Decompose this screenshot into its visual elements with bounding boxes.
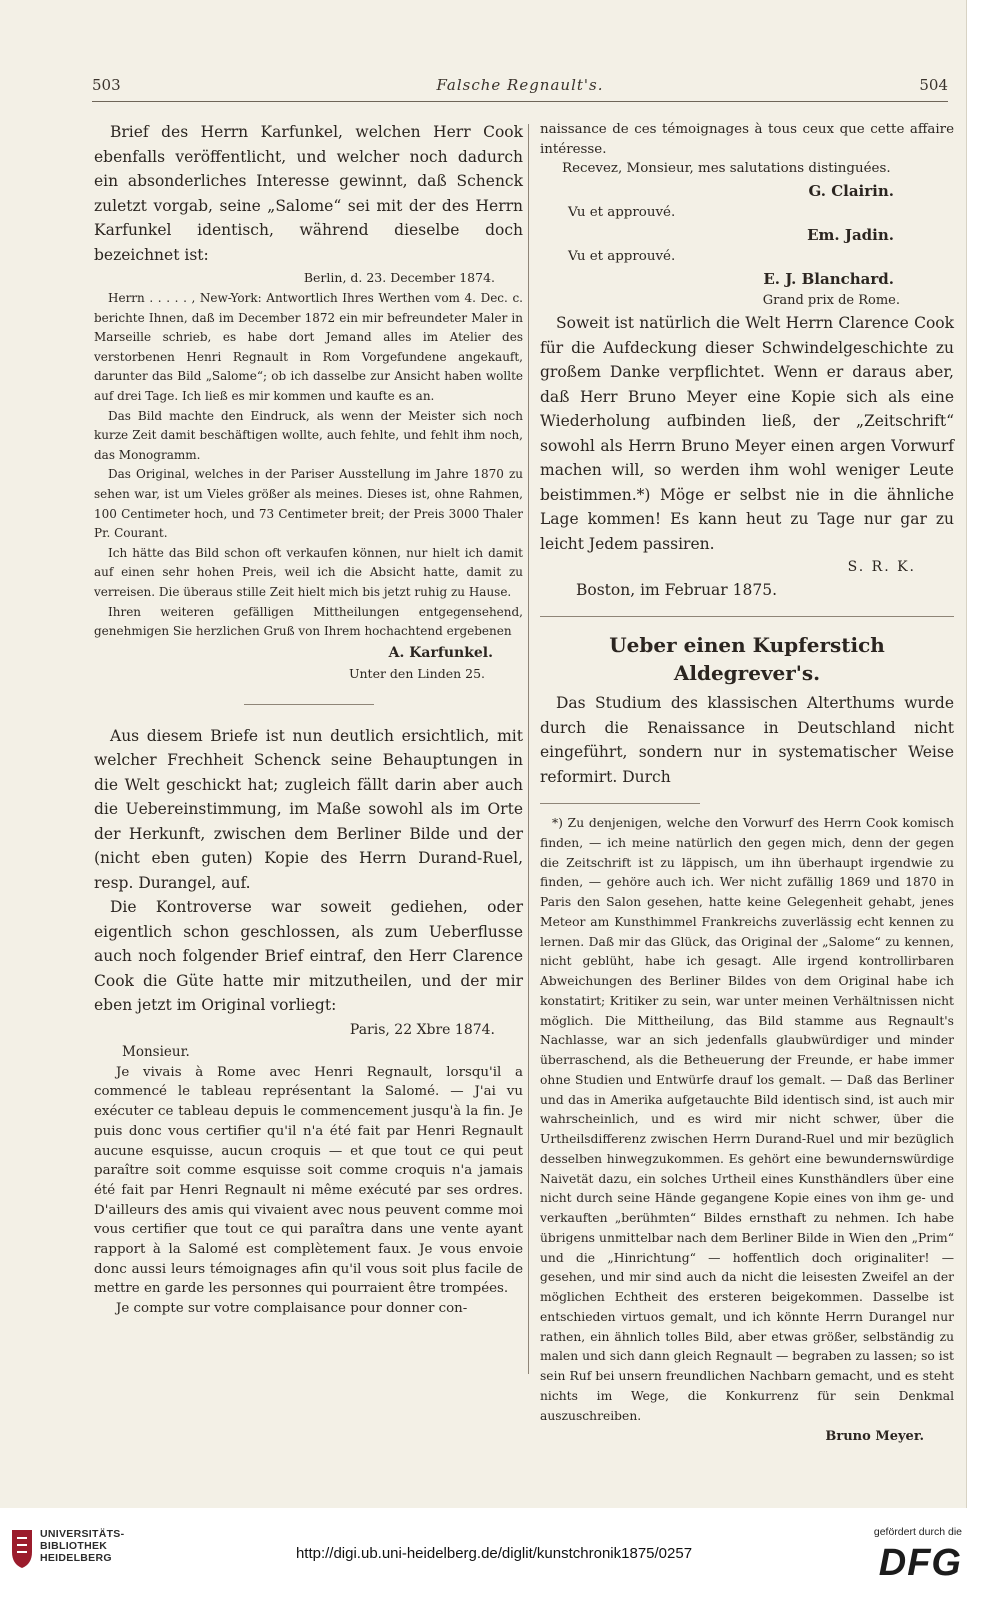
french-letter-regards: Recevez, Monsieur, mes salutations distinguées. — [562, 161, 891, 177]
article-title: Ueber einen Kupferstich Aldegrever's. — [609, 633, 885, 686]
running-title: Falsche Regnault's. — [436, 76, 604, 94]
right-column — [540, 120, 954, 1445]
section-rule — [244, 704, 374, 705]
signature-blanchard: E. J. Blanchard. — [763, 270, 894, 289]
french-letter-continuation: naissance de ces témoignages à tous ceux que cette affaire intéresse. — [540, 122, 954, 157]
letter-address: Unter den Linden 25. — [348, 665, 485, 681]
letter-paragraph: Herrn . . . . . , New-York: Antwortlich Ihres Werthen vom 4. Dec. c. berichte Ihnen, daß im December 1872 ein mir befreundeter Maler in Marseille schrieb, es habe dort Jemand alles im Atelier des verstorbenen Henri Regnault in Rom Vorgefundene angekauft, darunter das Bild „Salome“; ob ich dasselbe zur Ansicht haben wollte auf drei Tage. Ich ließ es mir kommen und kaufte es an. — [94, 291, 523, 403]
french-letter-paragraph: Je vivais à Rome avec Henri Regnault, lorsqu'il a commencé le tableau représentant la Salomé. — J'ai vu exécuter ce tableau depuis le commencement jusqu'à la fin. Je puis donc vous certifier qu'il n'a été fait par Henri Regnault aucune esquisse, aucun croquis — et que tout ce qui peut paraître soit comme esquisse soit comme croquis n'a jamais été fait par Henri Regnault ni même exécuté par ses ordres. D'ailleurs des amis qui vivaient avec nous peuvent comme moi vous certifier que tout ce qui paraîtra dans une vente ayant rapport à la Salomé est complètement faux. Je vous envoie donc aussi leurs témoignages afin qu'il vous soit plus facile de mettre en garde les personnes qui pourraient être trompées. — [94, 1064, 523, 1297]
article-paragraph: Das Studium des klassischen Alterthums wurde durch die Renaissance in Deutschland nicht eingeführt, sondern nur in systematischer Weise reformirt. Durch — [540, 694, 954, 786]
library-name-line: HEIDELBERG — [40, 1552, 112, 1564]
library-name-line: BIBLIOTHEK — [40, 1540, 108, 1552]
body-paragraph: Die Kontroverse war soweit gediehen, oder eigentlich schon geschlossen, als zum Ueberflusse auch noch folgender Brief eintraf, den Herr Clarence Cook die Güte hatte mir mitzutheilen, und der mir eben jetzt im Original vorliegt: — [94, 898, 523, 1015]
signature-role: Grand prix de Rome. — [762, 293, 900, 309]
page-number-left: 503 — [92, 76, 121, 94]
place-date: Boston, im Februar 1875. — [576, 581, 778, 600]
intro-paragraph: Brief des Herrn Karfunkel, welchen Herr Cook ebenfalls veröffentlicht, und welcher noch dadurch ein absonderliches Interesse gewinnt, daß Schenck zuletzt vorgab, seine „Salome“ sei mit der des Herrn Karfunkel identisch, während dieselbe doch bezeichnet ist: — [94, 123, 523, 264]
letter-paragraph: Ihren weiteren gefälligen Mittheilungen entgegensehend, genehmigen Sie herzlichen Gruß von Ihrem hochachtend ergebenen — [94, 604, 523, 639]
letter-signature: A. Karfunkel. — [388, 644, 493, 661]
column-divider — [528, 124, 529, 1374]
footnote: *) Zu denjenigen, welche den Vorwurf des Herrn Cook komisch finden, — ich meine natürlich den gegen mich, denn der gegen die Zeitschrift ist zu läppisch, um ihn überhaupt irgendwie zu finden, — gehöre auch ich. Wer nicht zufällig 1869 und 1870 in Paris den Salon gesehen, hatte keine Gelegenheit gehabt, jenes Meteor am Kunsthimmel Frankreichs zuverlässig echt kennen zu lernen. Daß mir das Glück, das Original der „Salome“ zu kennen, nicht geblüht, habe ich gesagt. Alle irgend kontrollirbaren Abweichungen des Berliner Bildes von dem Original habe ich konstatirt; Kritiker zu sein, war unter meinen Verhältnissen nicht möglich. Die Mittheilung, das Bild stamme aus Regnault's Nachlasse, war an sich jedenfalls glaubwürdiger und minder überraschend, als die Betheuerung der Freunde, er habe immer ohne Studien und Entwürfe drauf los gemalt. — Daß das Berliner und das in Amerika aufgetauchte Bild identisch sind, ist auch mir wahrscheinlich, und es wird mir nicht schwer, über die Urtheilsdifferenz zwischen Herrn Durand-Ruel und mir bezüglich desselben hinwegzukommen. Es gehört eine bewundernswürdige Naivetät dazu, ein solches Urtheil eines Kunsthändlers über eine nicht durch seine Hände gegangene Kopie eines von ihm ge- und verkauften „berühmten“ Bildes ernsthaft zu nehmen. Ich habe übrigens unmittelbar nach dem Berliner Bilde in Wien den „Prim“ und die „Hinrichtung“ — hoffentlich doch originaliter! — gesehen, und mir sind auch da nicht die leisesten Zweifel an der möglichen Echtheit des ersteren beigekommen. Dasselbe ist entschieden virtuos gemalt, und ich könnte Herrn Durangel nur rathen, ein ähnlich tolles Bild, aber etwas größer, selbständig zu malen und sich dann gleich Regnault — begraben zu lassen; so ist sein Ruf bei unsern freundlichen Nachbarn gemacht, und es steht nichts im Wege, die Konkurrenz für sein Denkmal auszuschreiben. — [540, 816, 954, 1423]
viewer-footer — [0, 1508, 988, 1606]
author-initials: S. R. K. — [847, 559, 916, 576]
left-column — [94, 120, 523, 1360]
letter-paragraph: Ich hätte das Bild schon oft verkaufen können, nur hielt ich damit auf einen sehr hohen Preis, weil ich die Absicht hatte, damit zu verreisen. Die überaus stille Zeit hielt mich bis jetzt ruhig zu Hause. — [94, 545, 523, 599]
signature-jadin: Em. Jadin. — [807, 226, 894, 245]
page-number-right: 504 — [919, 76, 948, 94]
letter-salutation: Monsieur. — [122, 1043, 190, 1060]
dfg-logo: DFG — [878, 1542, 962, 1584]
running-header — [92, 76, 948, 100]
header-rule — [92, 101, 948, 102]
approval-note: Vu et approuvé. — [568, 205, 676, 221]
body-paragraph: Aus diesem Briefe ist nun deutlich ersichtlich, mit welcher Frechheit Schenck seine Behauptungen in die Welt geschickt hat; zugleich fällt darin aber auch die Uebereinstimmung, im Maße sowohl als im Orte der Herkunft, zwischen dem Berliner Bilde und der (nicht eben guten) Kopie des Herrn Durand-Ruel, resp. Durangel, auf. — [94, 726, 523, 892]
article-rule — [540, 616, 954, 617]
library-name-line: UNIVERSITÄTS- — [40, 1528, 125, 1540]
footnote-signature: Bruno Meyer. — [825, 1429, 924, 1445]
funding-caption: gefördert durch die — [873, 1526, 962, 1538]
letter-paragraph: Das Original, welches in der Pariser Ausstellung im Jahre 1870 zu sehen war, ist um Vieles größer als meines. Dieses ist, ohne Rahmen, 100 Centimeter hoch, und 73 Centimeter breit; der Preis 3000 Thaler Pr. Courant. — [94, 467, 523, 541]
body-paragraph: Soweit ist natürlich die Welt Herrn Clarence Cook für die Aufdeckung dieser Schwindelgeschichte zu großem Danke verpflichtet. Wenn er daraus aber, daß Herr Bruno Meyer eine Kopie sich als eine Wiederholung aufbinden ließ, der „Zeitschrift“ sowohl als Herrn Bruno Meyer einen argen Vorwurf machen will, so werden ihm wohl weniger Leute beistimmen.*) Möge er selbst nie in die ähnliche Lage kommen! Es kann heut zu Tage nur gar zu leicht Jedem passiren. — [540, 314, 954, 553]
french-letter-paragraph: Je compte sur votre complaisance pour donner con- — [116, 1301, 468, 1317]
letter-dateline: Berlin, d. 23. December 1874. — [303, 270, 495, 285]
approval-note: Vu et approuvé. — [568, 249, 676, 265]
footnote-rule — [540, 803, 700, 804]
letter-paragraph: Das Bild machte den Eindruck, als wenn der Meister sich noch kurze Zeit damit beschäftigen wollte, auch fehlte, und fehlt ihm noch, das Monogramm. — [94, 408, 523, 462]
signature-clairin: G. Clairin. — [808, 182, 894, 201]
permalink[interactable]: http://digi.ub.uni-heidelberg.de/diglit/kunstchronik1875/0257 — [295, 1545, 693, 1562]
paris-dateline: Paris, 22 Xbre 1874. — [349, 1021, 495, 1038]
